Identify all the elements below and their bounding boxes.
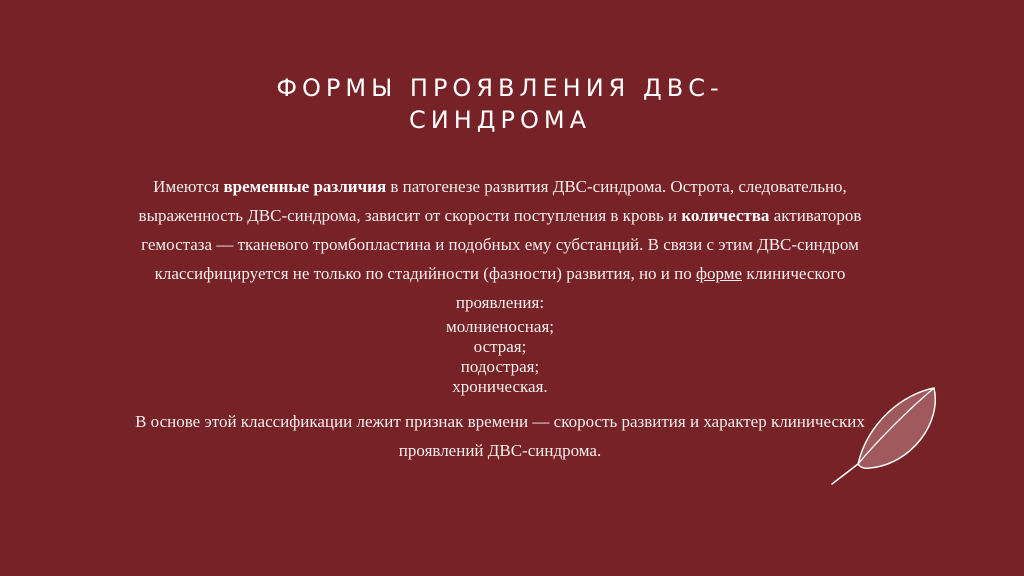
slide-body [110,172,890,465]
underlined-form: форме [696,264,743,283]
bold-quantity: количества [681,206,770,225]
leaf-icon [828,382,944,486]
form-item-acute: острая; [473,337,527,356]
form-item-fulminant: молниеносная; [445,317,554,336]
intro-paragraph [110,172,890,317]
slide-title: ФОРМЫ ПРОЯВЛЕНИЯ ДВС-СИНДРОМА [276,74,724,134]
paragraph-part-3: активаторов гемостаза — тканевого тромбопластина и подобных ему субстанций. В связи с этим ДВС-синдром классифицируется не только по стадийности (фазности) развития, но и по [141,206,862,283]
paragraph-part-4: клинического проявления: [455,264,846,312]
form-item-subacute: подострая; [460,357,540,376]
closing-paragraph: В основе этой классификации лежит признак времени — скорость развития и характер клинических проявлений ДВС-синдрома. [135,412,865,460]
paragraph-part-1: Имеются [153,177,224,196]
paragraph-part-2: в патогенезе развития ДВС-синдрома. Острота, следовательно, выраженность ДВС-синдрома, зависит от скорости поступления в кровь и [138,177,847,225]
form-item-chronic: хроническая. [452,377,548,396]
bold-temporal-differences: временные различия [223,177,387,196]
